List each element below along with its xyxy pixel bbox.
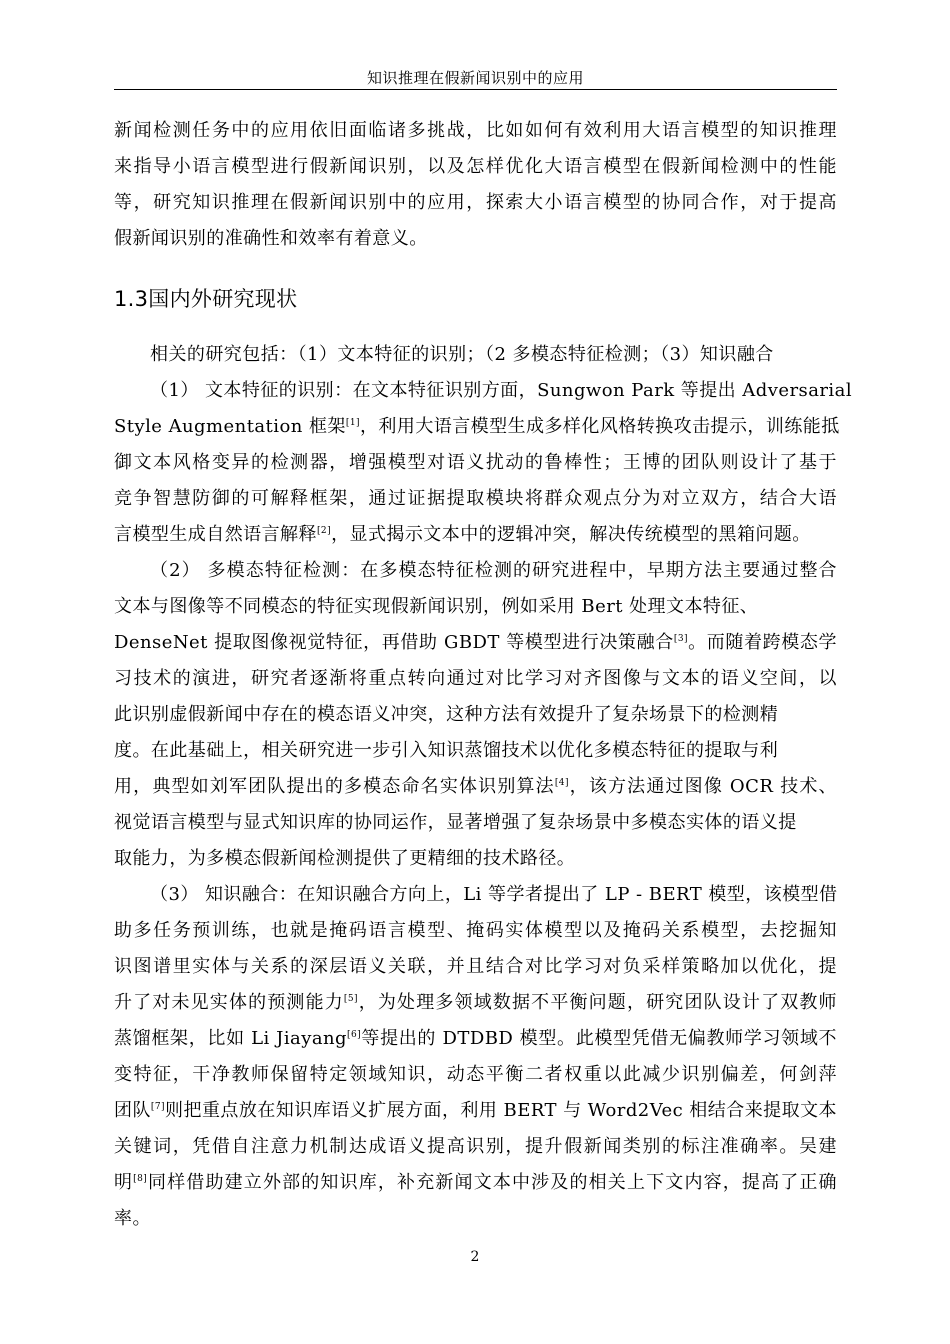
section-heading: 1.3国内外研究现状 xyxy=(114,287,298,311)
para1-text: ，显式揭示文本中的逻辑冲突，解决传统模型的黑箱问题。 xyxy=(331,524,811,545)
para2-line: 视觉语言模型与显式知识库的协同运作，显著增强了复杂场景中多模态实体的语义提 xyxy=(114,812,797,833)
body-text-line: 新闻检测任务中的应用依旧面临诸多挑战，比如如何有效利用大语言模型的知识推理 xyxy=(114,120,837,141)
para3-line: （3） 知识融合：在知识融合方向上，Li 等学者提出了 LP - BERT 模型，该模型借 xyxy=(150,884,838,905)
para1-text: 言模型生成自然语言解释 xyxy=(114,524,317,545)
page-number: 2 xyxy=(470,1249,480,1265)
para2-line: 文本与图像等不同模态的特征实现假新闻识别，例如采用 Bert 处理文本特征、 xyxy=(114,596,759,617)
para3-text: 蒸馏框架，比如 Li Jiayang xyxy=(114,1028,348,1049)
citation-ref: [1] xyxy=(345,418,360,428)
para2-text: 用，典型如刘军团队提出的多模态命名实体识别算法 xyxy=(114,776,555,797)
para3-text: 升了对未见实体的预测能力 xyxy=(114,992,344,1013)
citation-ref: [7] xyxy=(150,1102,166,1112)
para3-text: 则把重点放在知识库语义扩展方面，利用 BERT 与 Word2Vec 相结合来提取文本 xyxy=(165,1100,837,1121)
citation-ref: [8] xyxy=(133,1174,148,1184)
para2-text: DenseNet 提取图像视觉特征，再借助 GBDT 等模型进行决策融合 xyxy=(114,632,674,653)
para1-text: Style Augmentation 框架 xyxy=(114,416,346,437)
para3-line: 助多任务预训练，也就是掩码语言模型、掩码实体模型以及掩码关系模型，去挖掘知 xyxy=(114,920,837,941)
para2-line: 习技术的演进，研究者逐渐将重点转向通过对比学习对齐图像与文本的语义空间，以 xyxy=(114,668,837,689)
header-rule xyxy=(114,89,837,90)
para3-text: 明 xyxy=(114,1172,134,1193)
para3-line: 关键词，凭借自注意力机制达成语义提高识别，提升假新闻类别的标注准确率。吴建 xyxy=(114,1136,837,1157)
para2-text: 。而随着跨模态学 xyxy=(687,632,838,653)
body-text-line: 来指导小语言模型进行假新闻识别，以及怎样优化大语言模型在假新闻检测中的性能 xyxy=(114,156,837,177)
para2-line xyxy=(114,632,837,654)
para1-line xyxy=(114,524,837,546)
citation-ref: [5] xyxy=(343,994,359,1004)
para3-text: 等提出的 DTDBD 模型。此模型凭借无偏教师学习领域不 xyxy=(361,1028,837,1049)
citation-ref: [3] xyxy=(673,634,688,644)
para1-line: 竞争智慧防御的可解释框架，通过证据提取模块将群众观点分为对立双方，结合大语 xyxy=(114,488,837,509)
citation-ref: [2] xyxy=(316,526,332,536)
para1-line: 御文本风格变异的检测器，增强模型对语义扰动的鲁棒性；王博的团队则设计了基于 xyxy=(114,452,837,473)
body-text-line: 假新闻识别的准确性和效率有着意义。 xyxy=(114,228,428,249)
para3-line xyxy=(114,992,837,1014)
para3-line xyxy=(114,1028,837,1050)
para2-line: 此识别虚假新闻中存在的模态语义冲突，这种方法有效提升了复杂场景下的检测精 xyxy=(114,704,779,725)
page-header: 知识推理在假新闻识别中的应用 xyxy=(366,69,584,87)
para2-line: 取能力，为多模态假新闻检测提供了更精细的技术路径。 xyxy=(114,848,576,869)
para2-text: ，该方法通过图像 OCR 技术、 xyxy=(568,776,837,797)
para3-line: 率。 xyxy=(114,1208,151,1229)
para3-line: 识图谱里实体与关系的深层语义关联，并且结合对比学习对负采样策略加以优化，提 xyxy=(114,956,837,977)
para1-line xyxy=(114,416,840,438)
para2-line: （2） 多模态特征检测：在多模态特征检测的研究进程中，早期方法主要通过整合 xyxy=(150,560,837,581)
para2-line xyxy=(114,776,837,798)
para2-line: 度。在此基础上，相关研究进一步引入知识蒸馏技术以优化多模态特征的提取与利 xyxy=(114,740,779,761)
para3-text: 团队 xyxy=(114,1100,151,1121)
para3-line xyxy=(114,1172,837,1194)
para3-text: 同样借助建立外部的知识库，补充新闻文本中涉及的相关上下文内容，提高了正确 xyxy=(147,1172,838,1193)
citation-ref: [6] xyxy=(347,1030,362,1040)
citation-ref: [4] xyxy=(554,778,569,788)
para3-line xyxy=(114,1100,837,1122)
para1-line: （1） 文本特征的识别：在文本特征识别方面，Sungwon Park 等提出 Adversarial xyxy=(150,380,853,401)
para1-text: ，利用大语言模型生成多样化风格转换攻击提示，训练能抵 xyxy=(359,416,840,437)
section-summary: 相关的研究包括：（1）文本特征的识别；（2 多模态特征检测；（3）知识融合 xyxy=(150,344,774,365)
body-text-line: 等，研究知识推理在假新闻识别中的应用，探索大小语言模型的协同合作，对于提高 xyxy=(114,192,837,213)
para3-line: 变特征，干净教师保留特定领域知识，动态平衡二者权重以此减少识别偏差，何剑萍 xyxy=(114,1064,837,1085)
para3-text: ，为处理多领域数据不平衡问题，研究团队设计了双教师 xyxy=(358,992,838,1013)
